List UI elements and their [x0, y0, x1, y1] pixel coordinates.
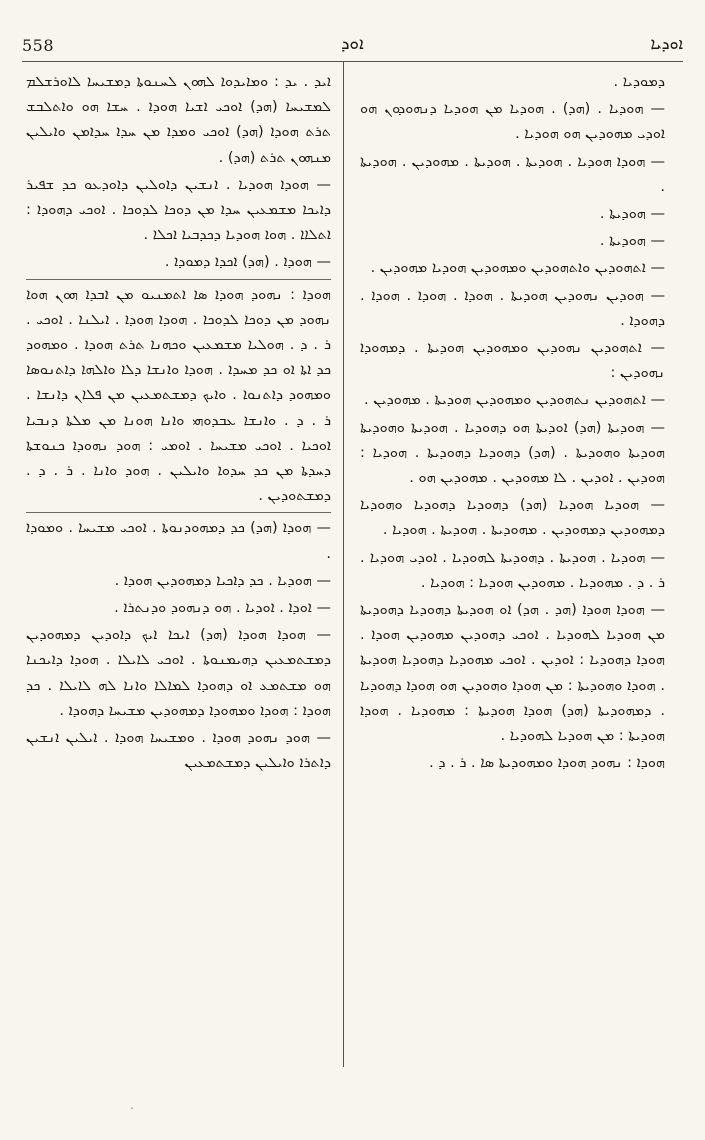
entry: — ܗܘܕܝܬܐ (ܗܕ) ܐܘܕܝܬܐ ܗܘ ܕܗܘܕܝܐ . ܗܘܕܝܬܐ ܘܗܘܕܝܬܐ ܗܘܕܝܬܐ ܘܗܘܕܝܬܐ . (ܗܕ) ܕܗܘܕܝܐ ܕܗܘܕܝܬܐ . ܗܘܕܝܐ : ܗܘܕܝܢ . ܐܘܕܝܢ . ܠܐ ܡܗܘܕܝܢ . ܡܗܘܕܝܢ ܗܘ . — [360, 419, 665, 487]
entry: ܗܘܕܐ : ܢܗܘܕ ܗܘܕܐ ܣܐ ܐܬܡܢܝܘ ܡܢ ܐܒܕܐ ܗܘܢ ܗܘܐ ܢܗܘܕ ܡܢ ܕܘܟܐ ܠܕܘܟܐ . ܗܘܕܐ ܗܘܕܐ . ܐܝܠܢܐ . ܐܘܟܝ . ܪ . ܕ . ܗܘܠܝܐ ܡܫܡܥܝܢ ܘܟܗܢܐ ܬܪܬ ܗܘܕܐ . ܘܡܗܘܕ ܟܕ ܐܬܐ ܐܘ ܟܕ ܡܚܕܐ . ܗܘܕܐ ܘܐܢܫܐ ܕܠܐ ܘܐܠܗܐ ܕܐܬܢܘܣܐ ܘܡܗܘܕ ܕܐܬܢܘܐ . ܘܐܝܟ ܕܡܫܬܡܥܝܢ ܡܢ ܦܠܐܢ ܕܐܢܫܐ . ܪ . ܕ . ܘܐܢܫܐ ܥܒܕܘܗܝ ܘܐܢܐ ܗܘܢܐ ܡܢ ܡܠܬܐ ܕܢܒܝܐ ܐܘܟܝܐ . ܐܘܟܝ ܡܫܝܚܐ . ܐܘܡܝ : ܗܘܕ ܢܗܘܕܐ ܟܢܘܫܬܐ ܕܚܕܬܐ ܡܢ ܟܕ ܚܕܘܐ ܘܐܝܠܝܢ . ܗܘܕ ܘܐܢܐ . ܪ . ܕ . ܕܡܫܬܘܕܝܢ . — [26, 286, 331, 505]
entry-divider — [26, 512, 331, 513]
entry: — ܐܘܕܐ . ܐܘܕܝܐ . ܗܘ ܕܢܗܘܕ ܘܕܢܬܪܐ . — [114, 600, 331, 617]
entry: — ܗܘܕ ܢܗܘܕ ܗܘܕܐ . ܘܡܫܝܚܐ ܗܘܕܐ . ܐܝܠܝܢ ܐܢܫܝܢ ܕܐܬܪܐ ܘܐܝܠܝܢ ܕܡܫܬܡܥܝܢ — [26, 730, 331, 772]
column-divider — [343, 62, 344, 1067]
entry: — ܗܘܕܝܐ . ܗܘܕܝܬܐ . ܕܗܘܕܝܬܐ ܠܗܘܕܝܐ . ܐܘܕܝ ܗܘܕܝܐ . ܪ . ܕ . ܡܗܘܕܝܐ . ܡܗܘܕܝܢ ܗܘܕܝܐ : ܗܘܕܝܐ . — [360, 549, 665, 591]
entry: — ܐܬܗܘܕܝܢ ܘܐܬܗܘܕܝܢ ܘܡܗܘܕܝܢ ܗܘܕܝܐ ܡܗܘܕܝܢ . — [370, 260, 665, 277]
header-rule — [22, 61, 683, 62]
entry: — ܗܘܕܐ ܗܘܕܝܐ . ܐܢܫܝܢ ܕܐܘܠܝܢ ܕܐܘܕܥܘ ܟܕ ܫܦܝܪ ܕܐܝܟܐ ܡܫܡܥܝܢ ܚܕܐ ܡܢ ܕܘܟܐ ܠܕܘܟܐ . ܐܘܟܝ ܕܗܘܕܐ : ܐܬܠܐܐ . ܗܘܐ ܗܘܕܝܐ ܕܟܕܒܝܐ ܐܟܠܐ . — [26, 176, 331, 244]
entry: — ܗܘܕܝܐ . ܟܕ ܕܐܟܝܐ ܕܡܗܘܕܝܢ ܗܘܕܐ . — [114, 572, 331, 589]
left-column — [26, 70, 331, 778]
entry: ܕܡܘܕܝܐ . — [613, 74, 665, 90]
entry: — ܗܘܕܝܐ ܗܘܕܝܐ (ܗܕ) ܕܗܘܕܝܐ ܕܗܘܕܝܐ ܘܗܘܕܝܐ ܕܡܗܘܕܝܢ ܕܡܗܘܕܝܢ . ܡܗܘܕܝܬܐ . ܗܘܕܝܬܐ . ܗܘܕܝܐ . — [360, 497, 665, 539]
entry: — ܗܘܕܝܐ . (ܗܕ) . ܗܘܕܝܐ ܡܢ ܗܘܕܝܐ ܕܢܗܘܕܘܢ ܗܘ ܐܘܕܝ ܡܗܘܕܝܢ ܗܘ ܗܘܕܝܐ . — [360, 101, 665, 143]
entry: — ܗܘܕܐ (ܗܕ) ܟܕ ܕܡܗܘܕܢܘܬܐ . ܐܘܟܝ ܡܫܝܚܐ . ܘܡܘܕܐ . — [26, 520, 331, 562]
entry: ܐܝܕ . ܝܕ : ܘܡܐܝܕܘܐ ܠܗܘܢ ܠܚܢܘܬܐ ܕܡܫܝܚܐ ܠܐܘܪܫܠܡ ܠܡܫܝܚܐ (ܗܕ) ܐܘܟܝ ܐܫܝܐ ܗܘܕܐ . ܚܫܐ ܗܘ ܘܐܬܠܒܫ ܬܪܬ ܗܘܕܐ (ܗܕ) ܐܘܟܝ ܘܡܕܐ ܡܢ ܚܕܐ ܚܕܐܡܢ ܘܐܝܠܝܢ ܡܢܗܘܢ ܬܪܬ (ܗܕ) . — [26, 74, 331, 166]
entry: — ܗܘܕܝܬܐ . — [599, 233, 665, 250]
footer-mark: . — [130, 1098, 134, 1112]
entry: — ܗܘܕܐ . (ܗܕ) ܐܟܕܐ ܕܡܘܕܐ . — [164, 254, 331, 271]
running-head: ܐܘܕ — [341, 34, 364, 54]
entry: — ܗܘܕܐ ܗܘܕܐ (ܗܕ . ܗܕ) ܐܘ ܗܘܕܝܬܐ ܕܗܘܕܝܐ ܕܗܘܕܝܬܐ ܡܢ ܗܘܕܝܐ ܠܗܘܕܝܐ . ܐܘܟܝ ܕܗܘܕܝܢ ܡܗܘܕܝܢ ܗܘܕܐ . ܗܘܕܐ ܕܗܘܕܝܐ : ܐܘܕܝܢ . ܐܘܟܝ ܡܗܘܕܝܐ ܕܗܘܕܝܐ ܗܘܕܝܬܐ . ܗܘܕܐ ܘܗܘܕܝܬܐ : ܡܢ ܗܘܕܐ ܘܗܘܕܝܢ ܗܘ ܗܘܕܐ ܕܗܘܕܝܐ . ܕܡܗܘܕܝܬܐ (ܗܕ) ܗܘܕܐ ܗܘܕܝܬܐ : ܡܗܘܕܝܐ . ܗܘܕܐ ܗܘܕܝܬܐ : ܡܢ ܗܘܕܝܐ ܠܗܘܕܝܐ . — [360, 602, 665, 745]
entry: — ܗܘܕܐ ܗܘܕܝܐ . ܗܘܕܝܬܐ . ܗܘܕܝܬܐ . ܡܗܘܕܝܢ . ܗܘܕܝܬܐ . — [360, 153, 665, 195]
entry: ܗܘܕܐ : ܢܗܘܕ ܗܘܕܐ ܘܡܗܘܕܝܬܐ ܣܐ . ܪ . ܕ . — [429, 755, 665, 772]
right-column — [360, 70, 665, 778]
entry-divider — [26, 279, 331, 280]
entry: — ܐܬܗܘܕܝܢ ܢܗܘܕܝܢ ܘܡܗܘܕܝܢ ܗܘܕܝܬܐ . ܕܡܗܘܕܐ ܢܗܘܕܝܢ : — [360, 340, 665, 382]
entry: — ܗܘܕܐ ܗܘܕܐ (ܗܕ) ܐܝܟܐ ܐܝܟ ܕܐܘܕܝܢ ܕܡܗܘܕܝܢ ܕܡܫܬܡܥܝܢ ܕܗܝܡܢܘܬܐ . ܐܘܟܝ ܠܐܝܠܐ . ܗܘܕܐ ܕܐܝܟܢܐ ܗܘ ܡܫܬܡܥ ܐܘ ܕܗܘܕܐ ܠܡܐܠܐ ܘܐܢܐ ܠܗ ܠܐܝܠܐ . ܟܕ ܗܘܕܐ : ܗܘܕܐ ܘܡܗܘܕܐ ܕܡܗܘܕܝܢ ܡܫܝܚܐ ܕܗܘܕܐ . — [26, 627, 331, 719]
entry: — ܗܘܕܝܢ ܢܗܘܕܝܢ ܗܘܕܝܬܐ . ܗܘܕܐ . ܗܘܕܐ . ܗܘܕܐ . ܕܗܘܕܐ . — [360, 287, 665, 329]
page-header — [22, 34, 683, 60]
entry: — ܗܘܕܝܬܐ . — [599, 206, 665, 223]
running-head-catchword: ܐܘܕܝܐ — [650, 34, 683, 53]
page-number: 558 — [22, 36, 55, 55]
entry: — ܐܬܗܘܕܝܢ ܢܬܗܘܕܝܢ ܘܡܗܘܕܝܢ ܗܘܕܝܬܐ . ܡܗܘܕܝܢ . — [364, 392, 665, 409]
